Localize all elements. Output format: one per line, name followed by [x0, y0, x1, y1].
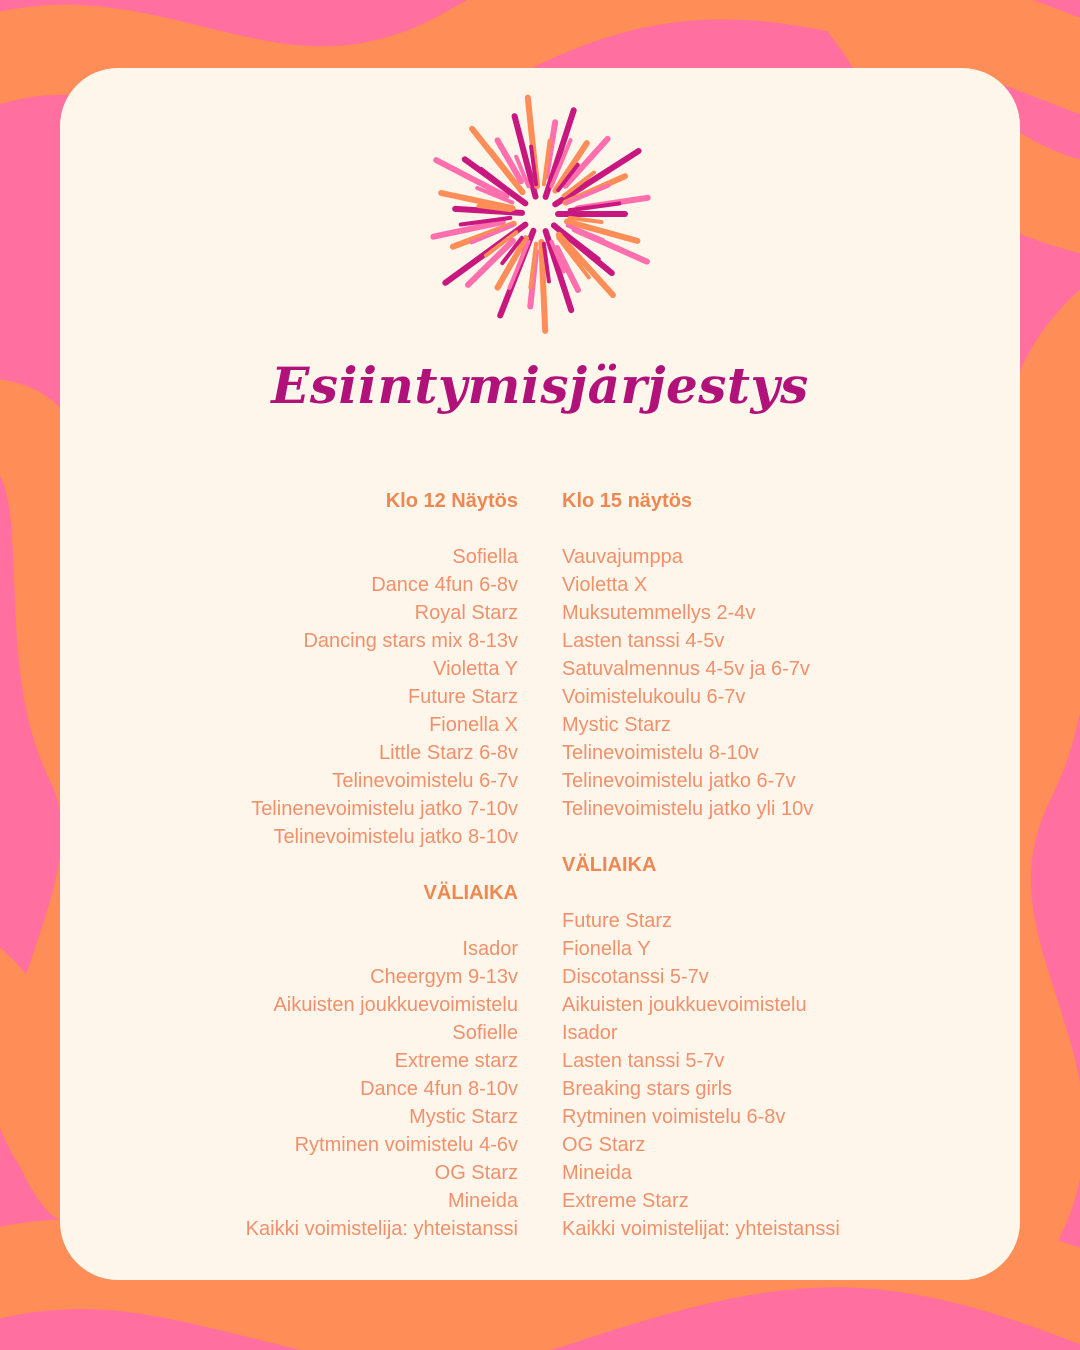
- performance-item: Dance 4fun 8-10v: [360, 1078, 518, 1100]
- performance-item: Telinevoimistelu jatko 8-10v: [273, 826, 518, 848]
- performance-item: Satuvalmennus 4-5v ja 6-7v: [562, 658, 810, 680]
- performance-item: Mineida: [562, 1162, 633, 1184]
- performance-item: Kaikki voimistelija: yhteistanssi: [245, 1218, 518, 1240]
- performance-item: Royal Starz: [414, 602, 518, 624]
- performance-item: Extreme starz: [394, 1050, 518, 1072]
- show-12-intermission: VÄLIAIKA: [423, 882, 518, 904]
- performance-item: Isador: [462, 938, 518, 960]
- performance-item: Fionella Y: [562, 938, 651, 960]
- performance-item: Fionella X: [429, 714, 518, 736]
- performance-item: Kaikki voimistelijat: yhteistanssi: [562, 1218, 840, 1240]
- show-15-intermission: VÄLIAIKA: [562, 854, 657, 876]
- performance-item: Telinevoimistelu jatko yli 10v: [562, 798, 814, 820]
- performance-item: Cheergym 9-13v: [370, 966, 518, 988]
- firework-burst-icon: [414, 88, 666, 340]
- performance-item: Voimistelukoulu 6-7v: [562, 686, 746, 708]
- performance-item: Mineida: [447, 1190, 518, 1212]
- performance-item: OG Starz: [434, 1162, 518, 1184]
- show-12-part2-list: [246, 935, 518, 1243]
- performance-item: Lasten tanssi 4-5v: [562, 630, 725, 652]
- performance-item: Aikuisten joukkuevoimistelu: [562, 994, 807, 1016]
- performance-item: Violetta X: [562, 574, 648, 596]
- show-12-heading: Klo 12 Näytös: [385, 490, 518, 512]
- performance-item: Violetta Y: [433, 658, 518, 680]
- performance-item: Rytminen voimistelu 4-6v: [294, 1134, 518, 1156]
- performance-item: Future Starz: [407, 686, 518, 708]
- performance-item: Mystic Starz: [409, 1106, 518, 1128]
- performance-item: Aikuisten joukkuevoimistelu: [273, 994, 518, 1016]
- performance-item: Telinevoimistelu 8-10v: [562, 742, 759, 764]
- performance-item: Telinevoimistelu jatko 6-7v: [562, 770, 796, 792]
- performance-item: Dance 4fun 6-8v: [371, 574, 518, 596]
- show-15-heading: Klo 15 näytös: [562, 490, 693, 512]
- performance-item: Lasten tanssi 5-7v: [562, 1050, 725, 1072]
- performance-item: Breaking stars girls: [562, 1078, 733, 1100]
- performance-item: Isador: [562, 1022, 618, 1044]
- performance-item: Vauvajumppa: [562, 546, 683, 568]
- performance-item: Future Starz: [562, 910, 673, 932]
- performance-item: Telinevoimistelu 6-7v: [332, 770, 518, 792]
- performance-item: OG Starz: [562, 1134, 646, 1156]
- show-15-part1-list: [562, 543, 840, 823]
- performance-item: Muksutemmellys 2-4v: [562, 602, 756, 624]
- show-15-part2-list: [562, 907, 840, 1243]
- show-12-column: [246, 487, 518, 1243]
- performance-item: Sofielle: [452, 1022, 518, 1044]
- show-15-column: [562, 487, 840, 1243]
- performance-item: Rytminen voimistelu 6-8v: [562, 1106, 786, 1128]
- page-title: Esiintymisjärjestys: [271, 356, 809, 415]
- performance-item: Little Starz 6-8v: [379, 742, 518, 764]
- performance-item: Mystic Starz: [562, 714, 671, 736]
- performance-item: Telinenevoimistelu jatko 7-10v: [251, 798, 518, 820]
- performance-item: Extreme Starz: [562, 1190, 689, 1212]
- performance-item: Sofiella: [452, 546, 518, 568]
- performance-item: Discotanssi 5-7v: [562, 966, 709, 988]
- performance-item: Dancing stars mix 8-13v: [303, 630, 518, 652]
- show-12-part1-list: [246, 543, 518, 851]
